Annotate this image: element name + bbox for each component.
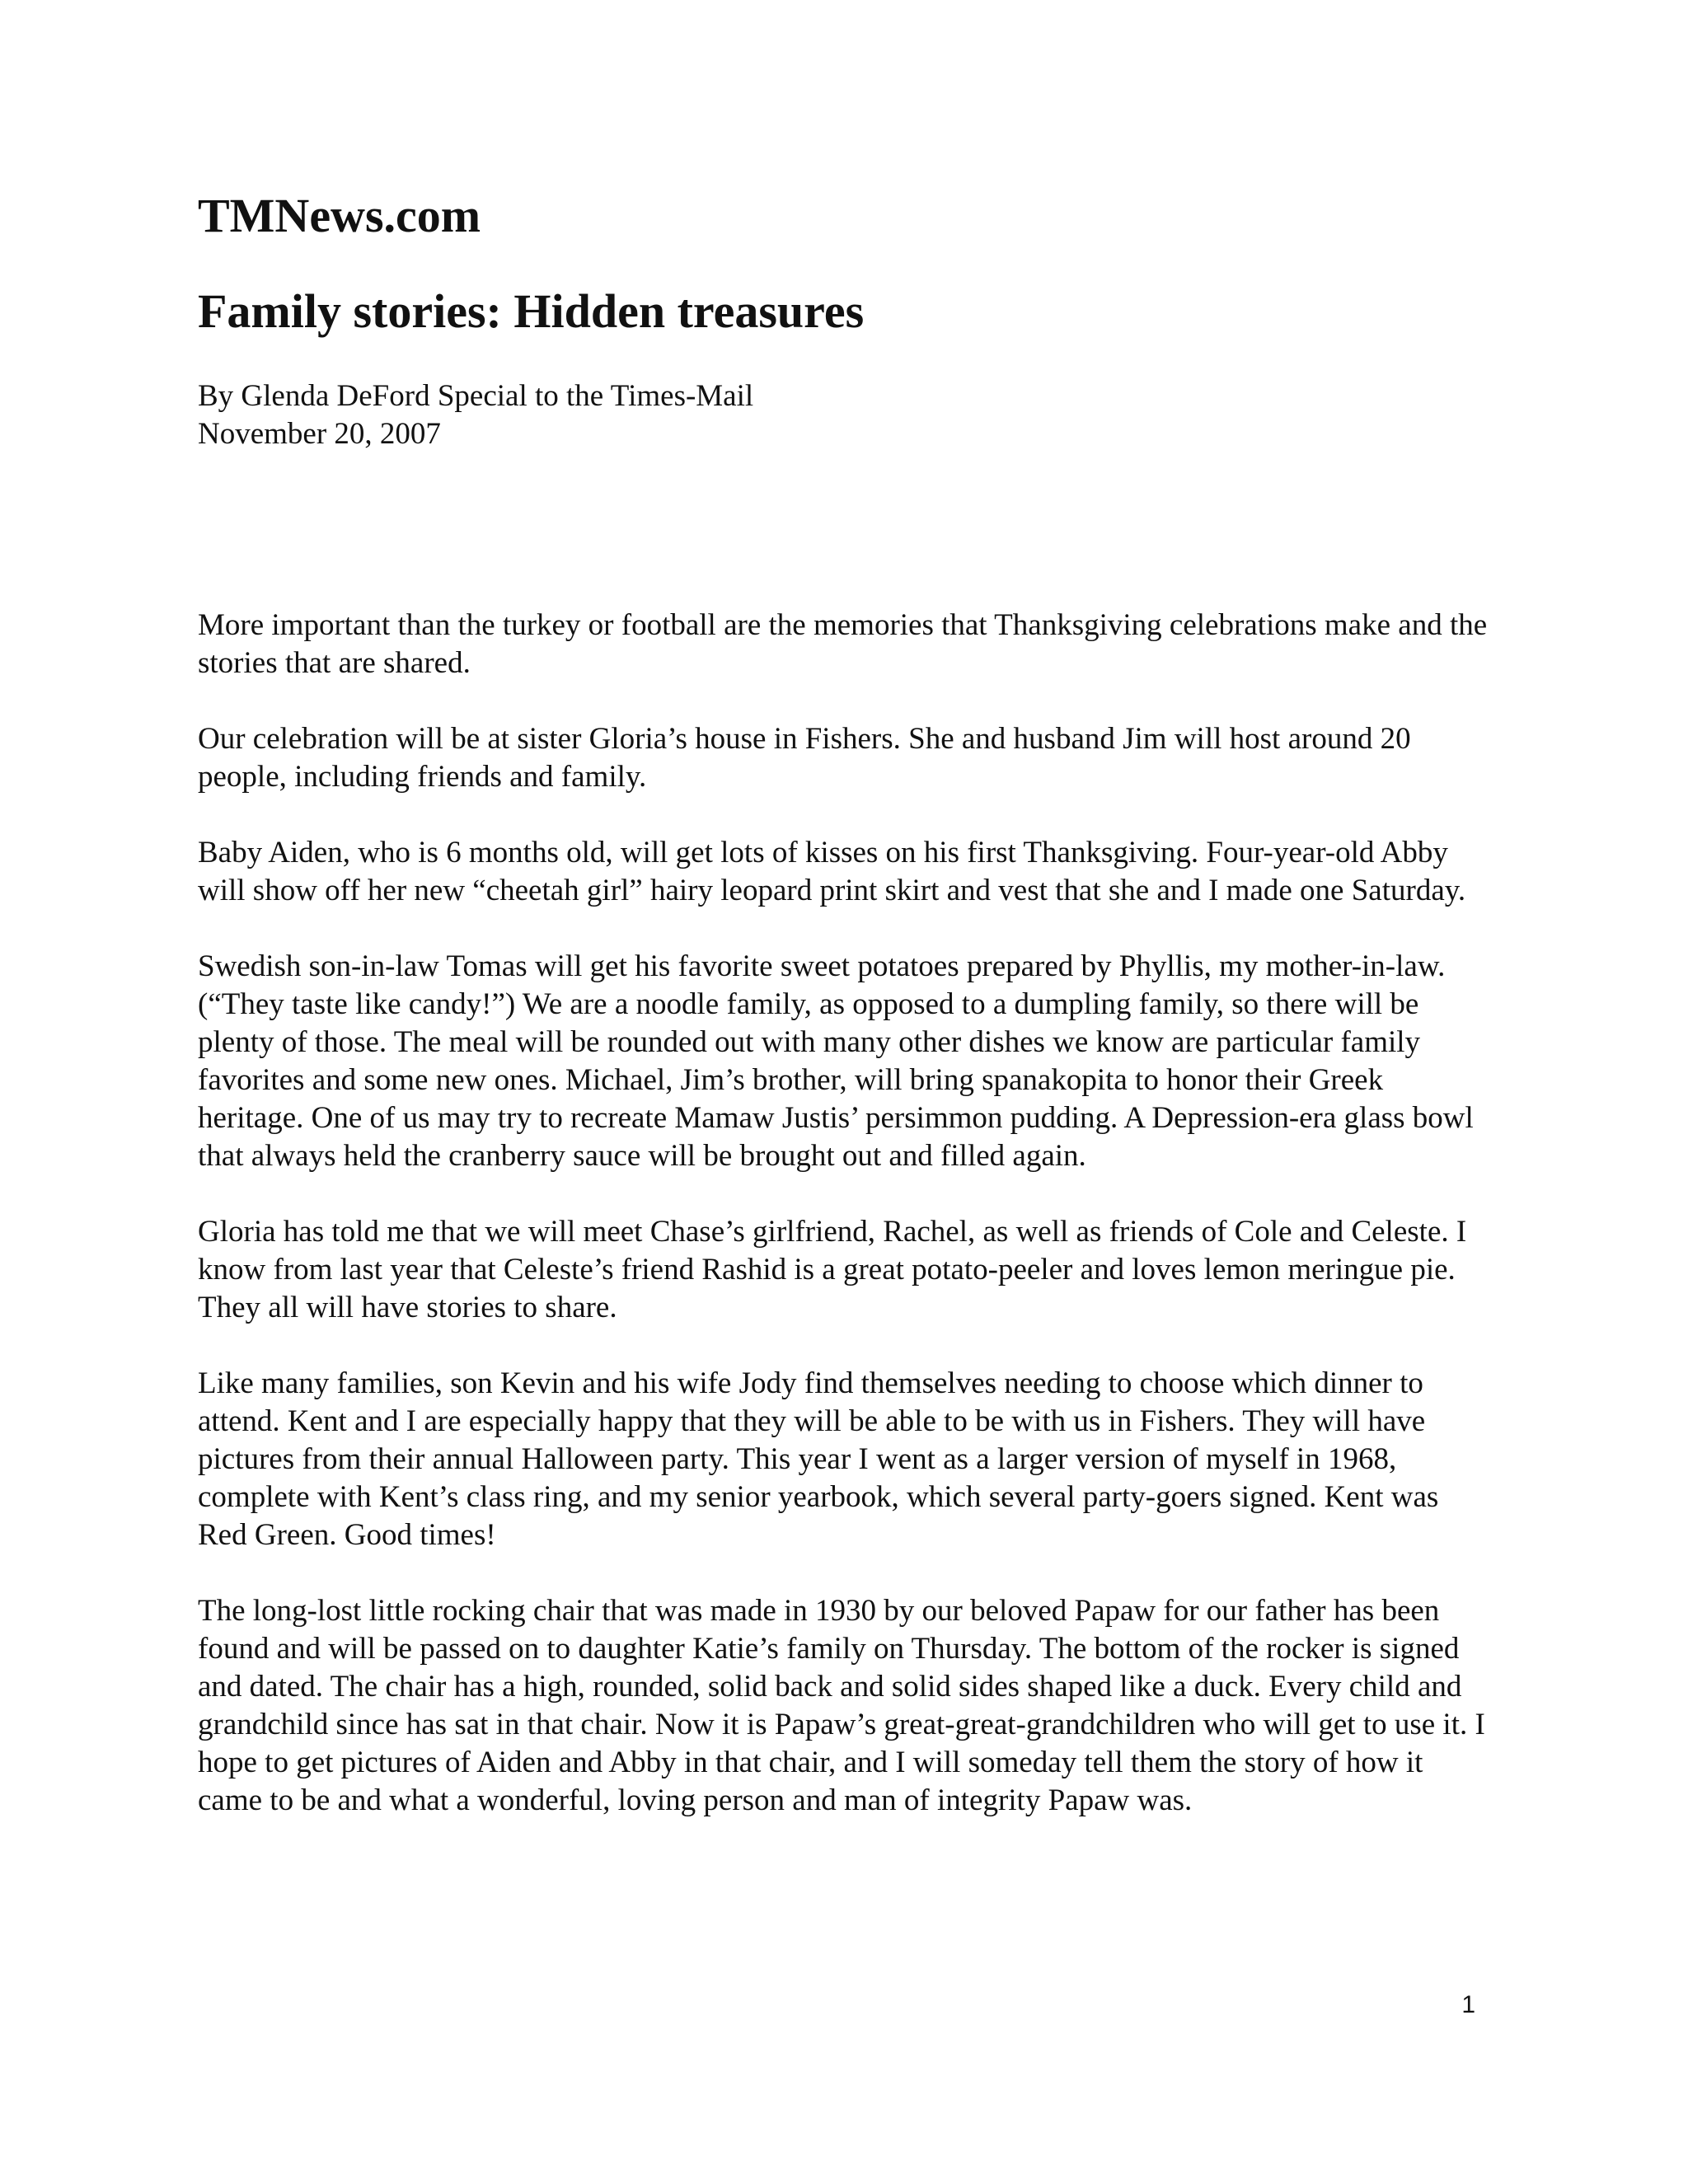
publication-date: November 20, 2007 (198, 416, 441, 451)
article-paragraph: Baby Aiden, who is 6 months old, will get lots of kisses on his first Thanksgiving. Four-year-old Abby will show off her new “cheetah girl” hairy leopard print skirt and vest that she and I made one Saturday. (198, 835, 1466, 907)
site-title: TMNews.com (198, 189, 481, 242)
byline: By Glenda DeFord Special to the Times-Mail (198, 378, 754, 413)
article-content (198, 190, 1492, 1858)
page-number: 1 (1461, 1991, 1475, 2018)
article-paragraph: The long-lost little rocking chair that was made in 1930 by our beloved Papaw for our father has been found and will be passed on to daughter Katie’s family on Thursday. The bottom of the rocker is signed and dated. The chair has a high, rounded, solid back and solid sides shaped like a duck. Every child and grandchild since has sat in that chair. Now it is Papaw’s great-great-grandchildren who will get to use it. I hope to get pictures of Aiden and Abby in that chair, and I will someday tell them the story of how it came to be and what a wonderful, loving person and man of integrity Papaw was. (198, 1593, 1485, 1817)
article-headline: Family stories: Hidden treasures (198, 284, 865, 338)
article-paragraph: Like many families, son Kevin and his wife Jody find themselves needing to choose which dinner to attend. Kent and I are especially happy that they will be able to be with us in Fishers. They will have pictures from their annual Halloween party. This year I went as a larger version of myself in 1968, complete with Kent’s class ring, and my senior yearbook, which several party-goers signed. Kent was Red Green. Good times! (198, 1366, 1439, 1552)
article-paragraph: Swedish son-in-law Tomas will get his favorite sweet potatoes prepared by Phyllis, my mother-in-law. (“They taste like candy!”) We are a noodle family, as opposed to a dumpling family, so there will be plenty of those. The meal will be rounded out with many other dishes we know are particular family favorites and some new ones. Michael, Jim’s brother, will bring spanakopita to honor their Greek heritage. One of us may try to recreate Mamaw Justis’ persimmon pudding. A Depression-era glass bowl that always held the cranberry sauce will be brought out and filled again. (198, 949, 1474, 1173)
article-body (198, 607, 1492, 1820)
article-paragraph: Gloria has told me that we will meet Chase’s girlfriend, Rachel, as well as friends of Cole and Celeste. I know from last year that Celeste’s friend Rashid is a great potato-peeler and loves lemon meringue pie. They all will have stories to share. (198, 1214, 1467, 1324)
article-paragraph: More important than the turkey or football are the memories that Thanksgiving celebrations make and the stories that are shared. (198, 607, 1488, 680)
article-paragraph: Our celebration will be at sister Gloria’s house in Fishers. She and husband Jim will host around 20 people, including friends and family. (198, 721, 1411, 794)
